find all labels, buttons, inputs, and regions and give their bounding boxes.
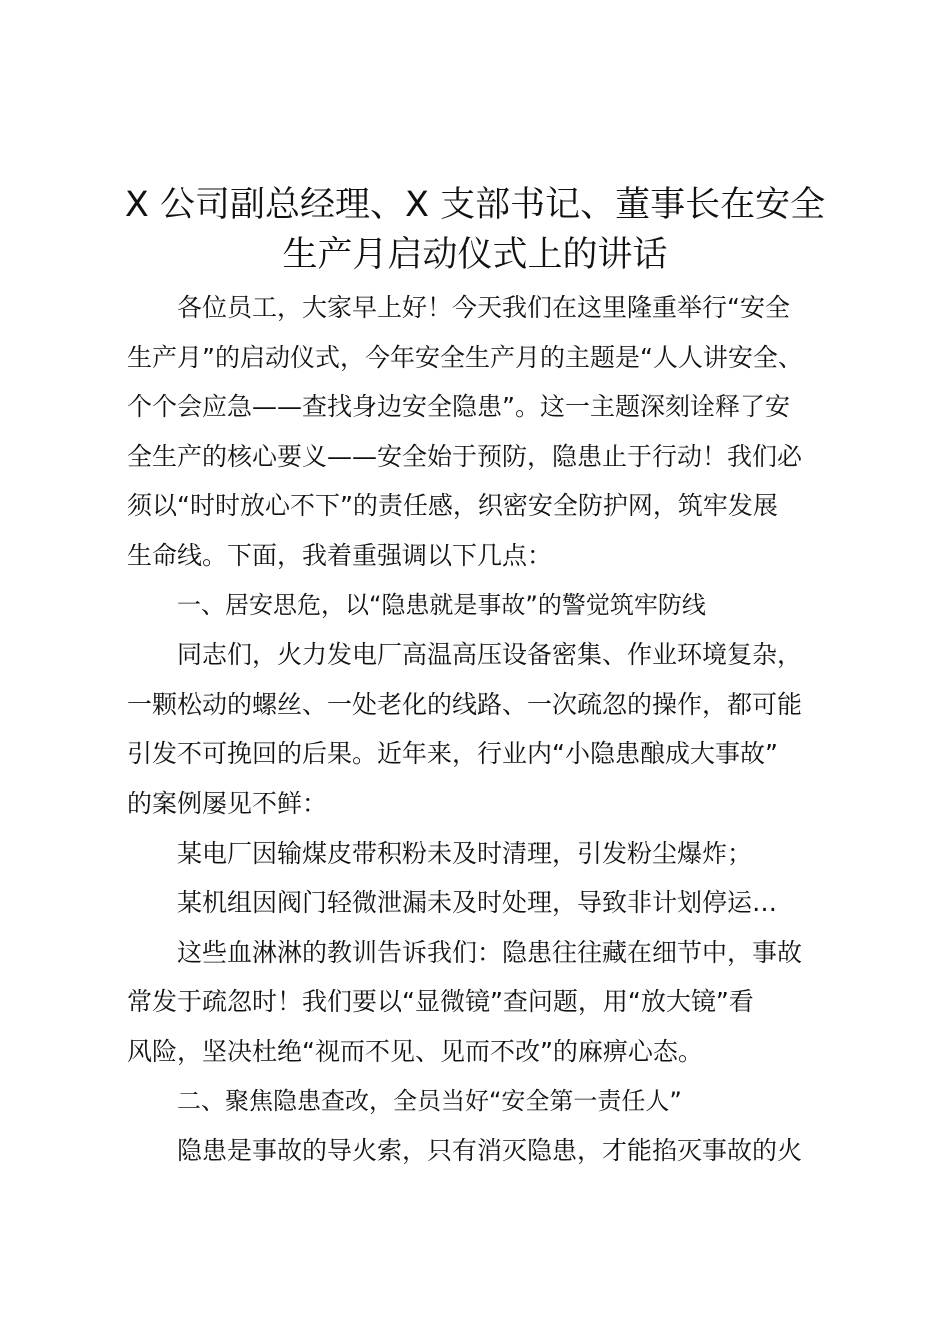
section-heading-1: 一、居安思危，以“隐患就是事故”的警觉筑牢防线 (177, 590, 706, 619)
document-body (127, 283, 837, 1176)
paragraph-line: 常发于疏忽时！我们要以“显微镜”查问题，用“放大镜”看 (127, 987, 754, 1017)
paragraph-line: 须以“时时放心不下”的责任感，织密安全防护网，筑牢发展 (127, 491, 778, 521)
paragraph-line: 隐患是事故的导火索，只有消灭隐患，才能掐灭事故的火 (177, 1136, 803, 1166)
paragraph-line: 同志们，火力发电厂高温高压设备密集、作业环境复杂， (177, 640, 803, 670)
title-line-2: 生产月启动仪式上的讲话 (282, 235, 668, 275)
paragraph-line: 这些血淋淋的教训告诉我们：隐患往往藏在细节中，事故 (177, 937, 803, 967)
paragraph-line: 的案例屡见不鲜： (127, 788, 328, 818)
paragraph-line: 个个会应急——查找身边安全隐患”。这一主题深刻诠释了安 (127, 392, 790, 422)
section-heading-2: 二、聚焦隐患查改，全员当好“安全第一责任人” (177, 1086, 682, 1115)
paragraph-line: 各位员工，大家早上好！今天我们在这里隆重举行“安全 (177, 293, 790, 322)
title-line-1: X 公司副总经理、X 支部书记、董事长在安全 (124, 185, 826, 225)
paragraph-line: 生命线。下面，我着重强调以下几点： (127, 540, 553, 570)
paragraph-line: 引发不可挽回的后果。近年来，行业内“小隐患酿成大事故” (127, 739, 778, 769)
case-example-line: 某机组因阀门轻微泄漏未及时处理，导致非计划停运… (177, 888, 778, 918)
document-title (110, 180, 840, 280)
paragraph-line: 生产月”的启动仪式，今年安全生产月的主题是“人人讲安全、 (127, 342, 803, 372)
paragraph-line: 风险，坚决杜绝“视而不见、见而不改”的麻痹心态。 (127, 1036, 703, 1066)
paragraph-line: 一颗松动的螺丝、一处老化的线路、一次疏忽的操作，都可能 (127, 689, 803, 719)
paragraph-line: 全生产的核心要义——安全始于预防，隐患止于行动！我们必 (127, 441, 803, 471)
case-example-line: 某电厂因输煤皮带积粉未及时清理，引发粉尘爆炸； (177, 838, 753, 868)
